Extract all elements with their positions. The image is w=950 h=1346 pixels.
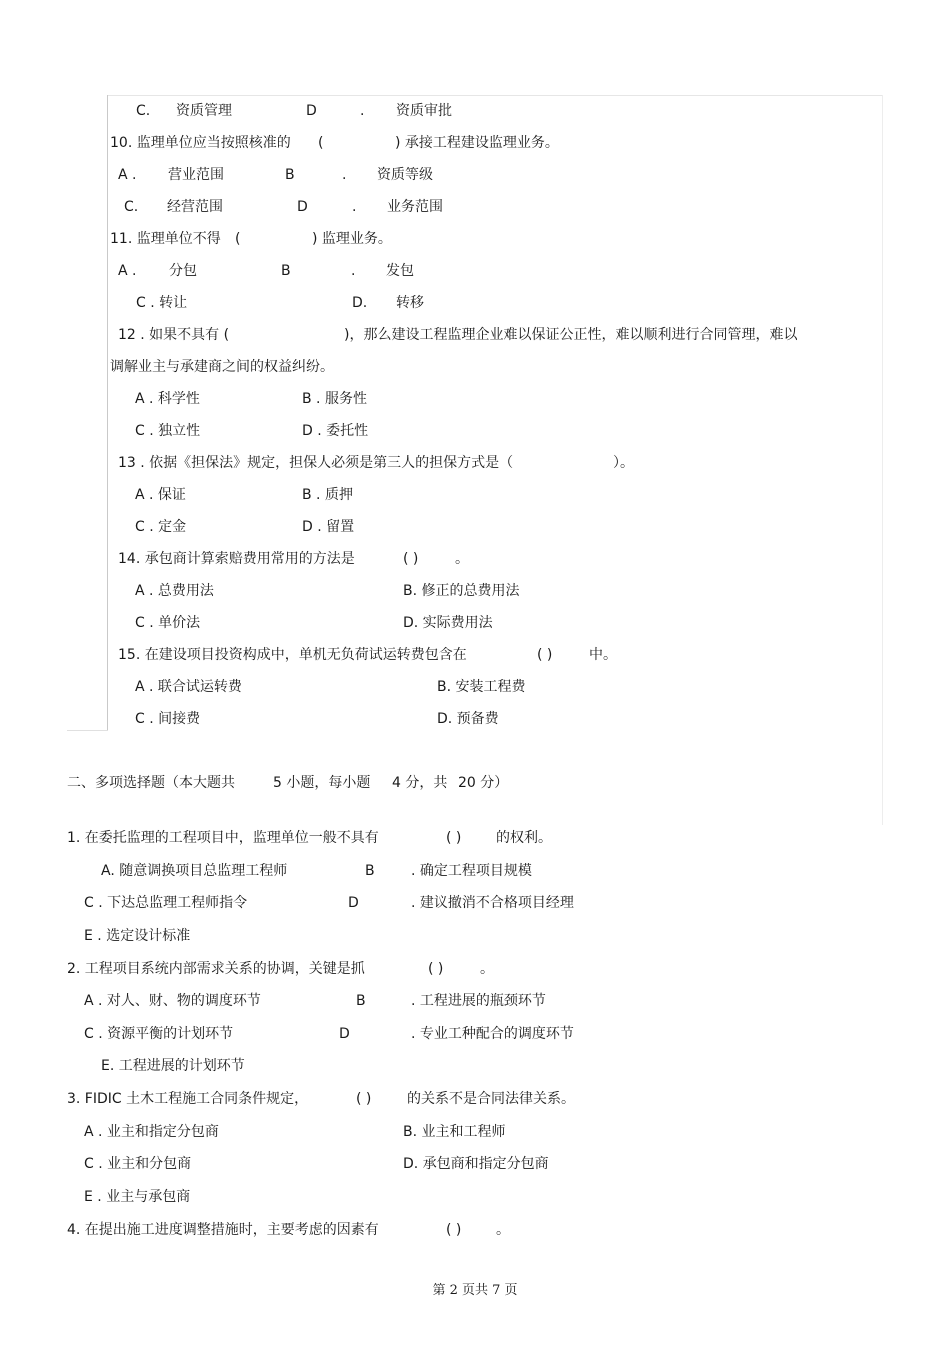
text-line-28-part-2: D: [339, 1026, 350, 1042]
text-line-3-part-1: A .: [118, 167, 137, 183]
text-line-30-part-1: 3. FIDIC 土木工程施工合同条件规定，: [67, 1091, 309, 1107]
text-line-19-part-2: B. 安装工程费: [437, 679, 526, 695]
text-line-3-part-3: B: [285, 167, 295, 183]
text-line-21-part-2: 5 小题，每小题: [273, 775, 371, 791]
text-line-20-part-1: C . 间接费: [135, 711, 201, 727]
text-line-10-part-2: B . 服务性: [302, 391, 367, 407]
text-line-34-part-1: 4. 在提出施工进度调整措施时，主要考虑的因素有: [67, 1222, 379, 1238]
text-line-29-part-1: E. 工程进展的计划环节: [101, 1058, 245, 1074]
text-line-3-part-4: .: [342, 167, 347, 183]
text-line-13-part-2: B . 质押: [302, 487, 353, 503]
text-line-23-part-1: A. 随意调换项目总监理工程师: [101, 863, 288, 879]
text-line-7-part-1: C . 转让: [136, 295, 188, 311]
frame-left-border: [107, 95, 108, 731]
text-line-22-part-3: 的权利。: [496, 830, 552, 846]
text-line-6-part-1: A .: [118, 263, 137, 279]
text-line-23-part-3: . 确定工程项目规模: [411, 863, 532, 879]
text-line-27-part-1: A . 对人、财、物的调度环节: [84, 993, 261, 1009]
text-line-25-part-1: E . 选定设计标准: [84, 928, 191, 944]
text-line-15-part-1: 14. 承包商计算索赔费用常用的方法是: [118, 551, 355, 567]
text-line-27-part-2: B: [356, 993, 366, 1009]
text-line-26-part-3: 。: [480, 961, 494, 977]
text-line-32-part-2: D. 承包商和指定分包商: [403, 1156, 549, 1172]
text-line-9-part-1: 调解业主与承建商之间的权益纠纷。: [110, 359, 334, 375]
text-line-34-part-3: 。: [496, 1222, 510, 1238]
text-line-28-part-3: . 专业工种配合的调度环节: [411, 1026, 574, 1042]
text-line-13-part-1: A . 保证: [135, 487, 186, 503]
text-line-22-part-1: 1. 在委托监理的工程项目中，监理单位一般不具有: [67, 830, 379, 846]
text-line-19-part-1: A . 联合试运转费: [135, 679, 242, 695]
text-line-1-part-2: 资质管理: [176, 103, 232, 119]
text-line-33-part-1: E . 业主与承包商: [84, 1189, 191, 1205]
frame-notch-border: [67, 730, 108, 731]
text-line-21-part-3: 4 分，共: [392, 775, 448, 791]
text-line-18-part-2: ( ): [537, 647, 553, 663]
text-line-18-part-3: 中。: [589, 647, 617, 663]
text-line-4-part-5: 业务范围: [387, 199, 443, 215]
text-line-15-part-3: 。: [455, 551, 469, 567]
text-line-8-part-1: 12 . 如果不具有 (: [118, 327, 230, 343]
text-line-2-part-2: (: [318, 135, 324, 151]
text-line-3-part-5: 资质等级: [377, 167, 433, 183]
text-line-30-part-2: ( ): [356, 1091, 372, 1107]
text-line-30-part-3: 的关系不是合同法律关系。: [407, 1091, 575, 1107]
text-line-17-part-1: C . 单价法: [135, 615, 201, 631]
text-line-2-part-3: ) 承接工程建设监理业务。: [395, 135, 559, 151]
text-line-14-part-2: D . 留置: [302, 519, 355, 535]
text-line-12-part-2: ）。: [613, 455, 634, 471]
text-line-11-part-1: C . 独立性: [135, 423, 201, 439]
text-line-23-part-2: B: [365, 863, 375, 879]
text-line-8-part-2: )，那么建设工程监理企业难以保证公正性，难以顺利进行合同管理，难以: [344, 327, 798, 343]
text-line-1-part-5: 资质审批: [396, 103, 452, 119]
text-line-21-part-1: 二、多项选择题（本大题共: [67, 775, 235, 791]
text-line-1-part-3: D: [306, 103, 317, 119]
text-line-7-part-3: 转移: [396, 295, 424, 311]
frame-top-border: [107, 95, 883, 96]
text-line-32-part-1: C . 业主和分包商: [84, 1156, 192, 1172]
text-line-7-part-2: D.: [352, 295, 368, 311]
text-line-15-part-2: ( ): [403, 551, 419, 567]
text-line-34-part-2: ( ): [446, 1222, 462, 1238]
text-line-4-part-1: C.: [124, 199, 139, 215]
text-line-4-part-3: D: [297, 199, 308, 215]
text-line-6-part-4: .: [351, 263, 356, 279]
text-line-24-part-2: D: [348, 895, 359, 911]
text-line-6-part-3: B: [281, 263, 291, 279]
text-line-5-part-2: (: [235, 231, 241, 247]
page-footer: 第 2 页共 7 页: [432, 1283, 518, 1298]
text-line-11-part-2: D . 委托性: [302, 423, 369, 439]
text-line-16-part-1: A . 总费用法: [135, 583, 214, 599]
text-line-4-part-2: 经营范围: [167, 199, 223, 215]
text-line-5-part-1: 11. 监理单位不得: [110, 231, 221, 247]
text-line-16-part-2: B. 修正的总费用法: [403, 583, 520, 599]
text-line-17-part-2: D. 实际费用法: [403, 615, 493, 631]
text-line-14-part-1: C . 定金: [135, 519, 187, 535]
text-line-2-part-1: 10. 监理单位应当按照核准的: [110, 135, 291, 151]
text-line-31-part-2: B. 业主和工程师: [403, 1124, 506, 1140]
text-line-18-part-1: 15. 在建设项目投资构成中，单机无负荷试运转费包含在: [118, 647, 467, 663]
text-line-26-part-2: ( ): [428, 961, 444, 977]
text-line-6-part-5: 发包: [386, 263, 414, 279]
text-line-4-part-4: .: [352, 199, 357, 215]
text-line-10-part-1: A . 科学性: [135, 391, 200, 407]
text-line-20-part-2: D. 预备费: [437, 711, 499, 727]
text-line-1-part-4: .: [360, 103, 365, 119]
frame-right-border: [882, 95, 883, 825]
text-line-12-part-1: 13 . 依据《担保法》规定，担保人必须是第三人的担保方式是（: [118, 455, 514, 471]
text-line-21-part-4: 20 分）: [458, 775, 509, 791]
text-line-26-part-1: 2. 工程项目系统内部需求关系的协调，关键是抓: [67, 961, 365, 977]
text-line-22-part-2: ( ): [446, 830, 462, 846]
text-line-24-part-1: C . 下达总监理工程师指令: [84, 895, 248, 911]
text-line-3-part-2: 营业范围: [168, 167, 224, 183]
text-line-28-part-1: C . 资源平衡的计划环节: [84, 1026, 234, 1042]
text-line-27-part-3: . 工程进展的瓶颈环节: [411, 993, 546, 1009]
text-line-31-part-1: A . 业主和指定分包商: [84, 1124, 219, 1140]
text-line-1-part-1: C.: [136, 103, 151, 119]
text-line-5-part-3: ) 监理业务。: [312, 231, 392, 247]
text-line-6-part-2: 分包: [169, 263, 197, 279]
text-line-24-part-3: . 建议撤消不合格项目经理: [411, 895, 574, 911]
